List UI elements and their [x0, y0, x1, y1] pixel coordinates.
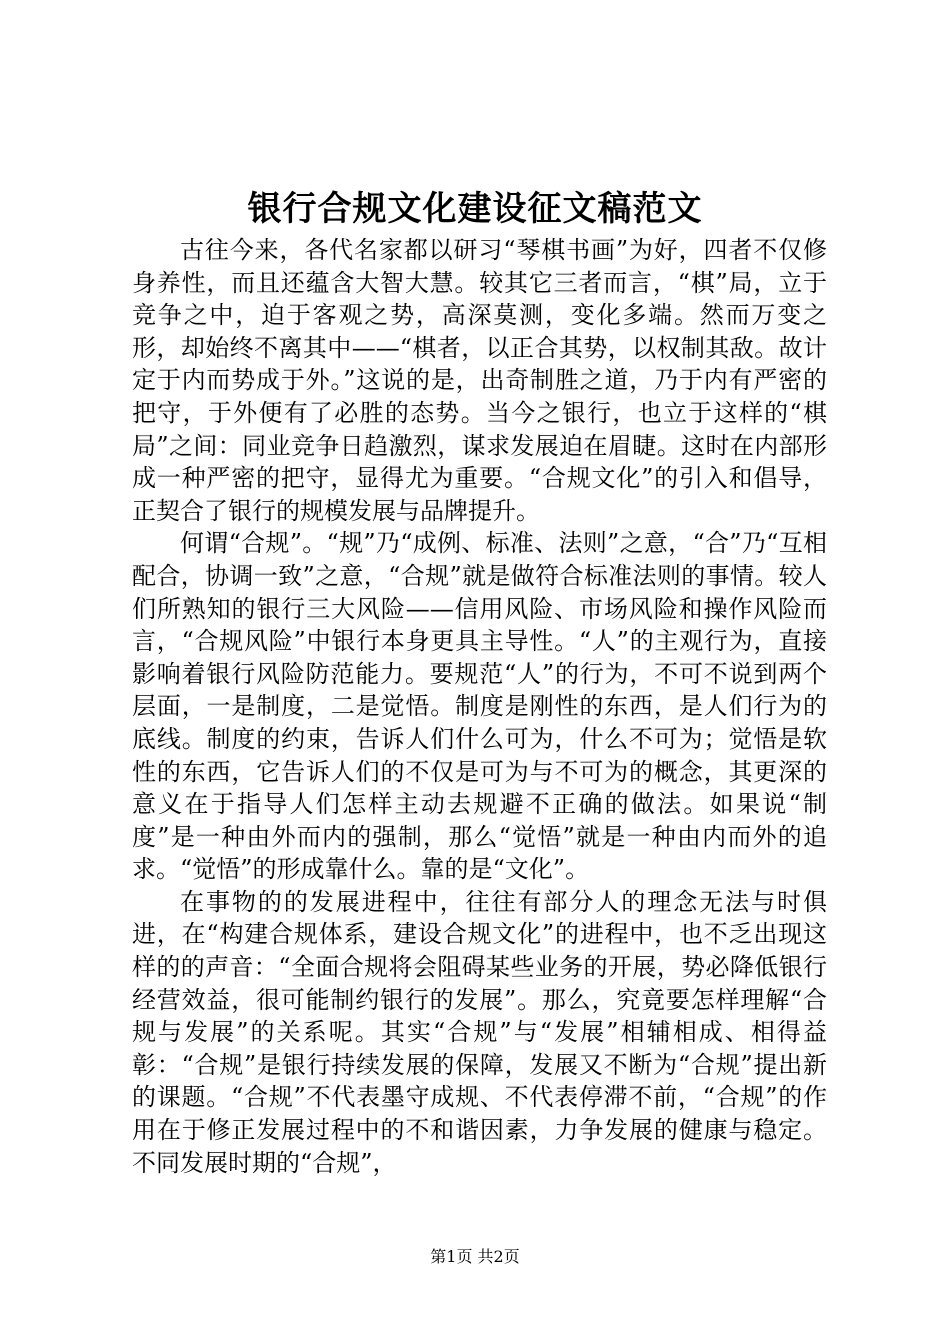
page-title: 银行合规文化建设征文稿范文: [247, 189, 703, 229]
page-number-footer: 第1页 共2页: [430, 1247, 520, 1266]
paragraph-1: 古往今来，各代名家都以研习“琴棋书画”为好，四者不仅修身养性，而且还蕴含大智大慧。较其它三者而言，“棋”局，立于竞争之中，迫于客观之势，高深莫测，变化多端。然而万变之形，却始终不离其中——“棋者，以正合其势，以权制其敌。故计定于内而势成于外。”这说的是，出奇制胜之道，乃于内有严密的把守，于外便有了必胜的态势。当今之银行，也立于这样的“棋局”之间：同业竞争日趋激烈，谋求发展迫在眉睫。这时在内部形成一种严密的把守，显得尤为重要。“合规文化”的引入和倡导，正契合了银行的规模发展与品牌提升。: [132, 236, 827, 525]
document-body: [132, 234, 827, 1179]
paragraph-2: 何谓“合规”。“规”乃“成例、标准、法则”之意，“合”乃“互相配合，协调一致”之意，“合规”就是做符合标准法则的事情。较人们所熟知的银行三大风险——信用风险、市场风险和操作风险而言，“合规风险”中银行本身更具主导性。“人”的主观行为，直接影响着银行风险防范能力。要规范“人”的行为，不可不说到两个层面，一是制度，二是觉悟。制度是刚性的东西，是人们行为的底线。制度的约束，告诉人们什么可为，什么不可为；觉悟是软性的东西，它告诉人们的不仅是可为与不可为的概念，其更深的意义在于指导人们怎样主动去规避不正确的做法。如果说“制度”是一种由外而内的强制，那么“觉悟”就是一种由内而外的追求。“觉悟”的形成靠什么。靠的是“文化”。: [132, 529, 827, 884]
paragraph-3: 在事物的的发展进程中，往往有部分人的理念无法与时俱进，在“构建合规体系，建设合规文化”的进程中，也不乏出现这样的的声音：“全面合规将会阻碍某些业务的开展，势必降低银行经营效益，很可能制约银行的发展”。那么，究竟要怎样理解“合规与发展”的关系呢。其实“合规”与“发展”相辅相成、相得益彰：“合规”是银行持续发展的保障，发展又不断为“合规”提出新的课题。“合规”不代表墨守成规、不代表停滞不前，“合规”的作用在于修正发展过程中的不和谐因素，力争发展的健康与稳定。不同发展时期的“合规”，: [132, 887, 827, 1177]
